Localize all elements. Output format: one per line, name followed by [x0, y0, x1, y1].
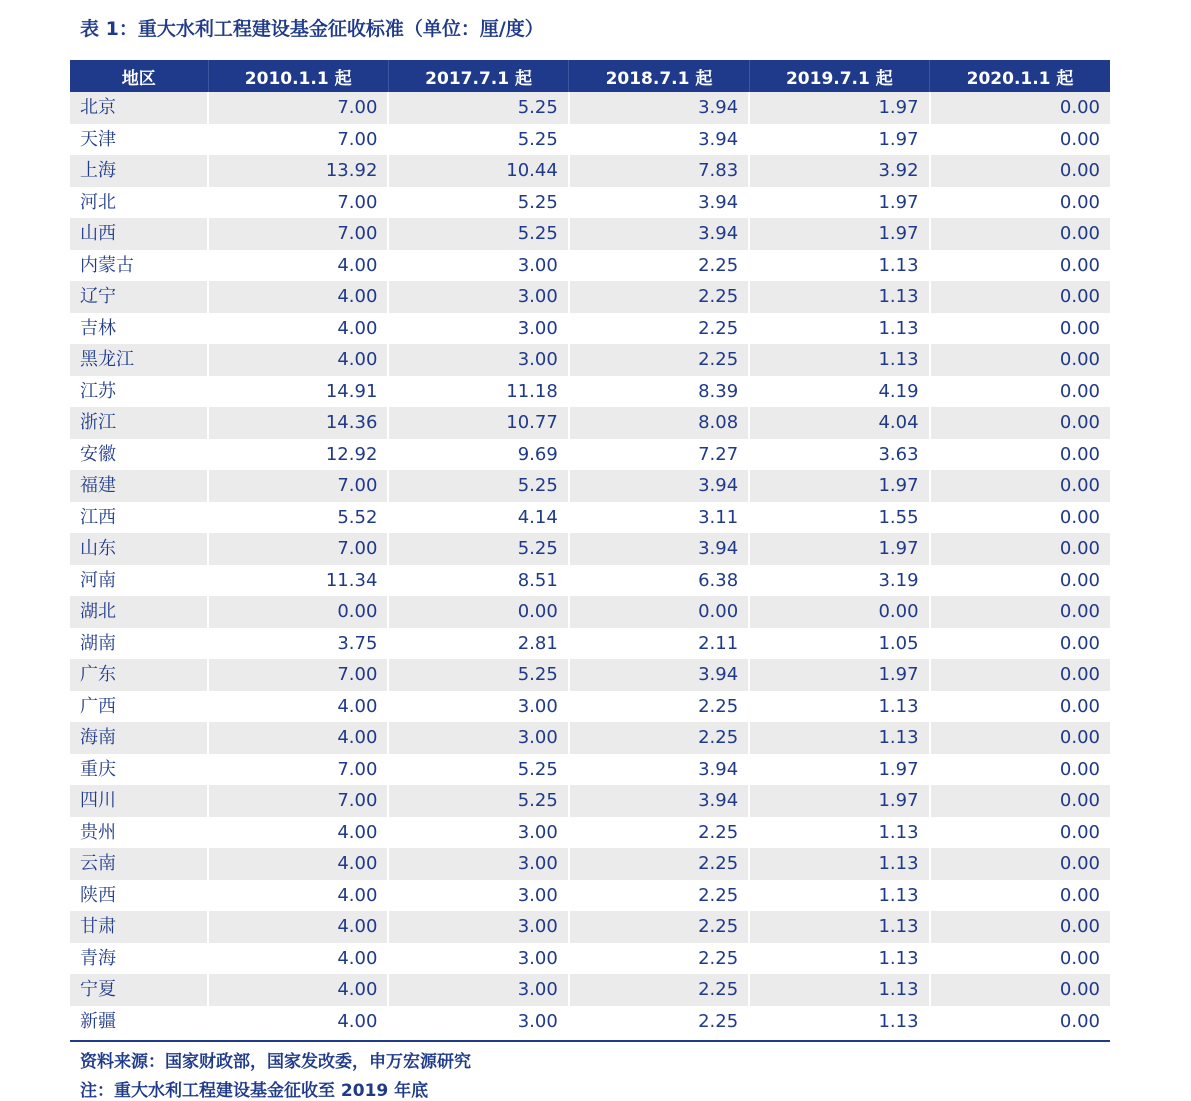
value-cell: 1.05 — [749, 628, 929, 660]
value-cell: 1.13 — [749, 250, 929, 282]
value-cell: 2.25 — [569, 974, 749, 1006]
value-cell: 5.25 — [388, 470, 568, 502]
region-cell: 甘肃 — [70, 911, 208, 943]
value-cell: 2.81 — [388, 628, 568, 660]
region-cell: 福建 — [70, 470, 208, 502]
value-cell: 7.83 — [569, 155, 749, 187]
table-row — [70, 124, 1110, 156]
value-cell: 2.25 — [569, 848, 749, 880]
value-cell: 2.25 — [569, 281, 749, 313]
value-cell: 3.19 — [749, 565, 929, 597]
value-cell: 0.00 — [930, 344, 1110, 376]
value-cell: 0.00 — [930, 533, 1110, 565]
value-cell: 7.00 — [208, 533, 388, 565]
source-note: 资料来源：国家财政部，国家发改委，申万宏源研究 — [80, 1052, 471, 1072]
value-cell: 3.94 — [569, 659, 749, 691]
column-header-2010: 2010.1.1 起 — [208, 60, 388, 92]
column-header-2020: 2020.1.1 起 — [930, 60, 1110, 92]
value-cell: 7.00 — [208, 187, 388, 219]
value-cell: 3.00 — [388, 880, 568, 912]
table-bottom-rule — [70, 1040, 1110, 1042]
value-cell: 3.00 — [388, 722, 568, 754]
region-cell: 江西 — [70, 502, 208, 534]
value-cell: 3.94 — [569, 533, 749, 565]
table-row — [70, 281, 1110, 313]
value-cell: 5.25 — [388, 785, 568, 817]
value-cell: 0.00 — [930, 470, 1110, 502]
value-cell: 5.25 — [388, 659, 568, 691]
value-cell: 0.00 — [930, 250, 1110, 282]
value-cell: 7.00 — [208, 754, 388, 786]
value-cell: 1.13 — [749, 691, 929, 723]
value-cell: 5.25 — [388, 218, 568, 250]
value-cell: 3.94 — [569, 187, 749, 219]
value-cell: 0.00 — [388, 596, 568, 628]
region-cell: 河南 — [70, 565, 208, 597]
table-row — [70, 596, 1110, 628]
value-cell: 5.25 — [388, 754, 568, 786]
value-cell: 4.00 — [208, 281, 388, 313]
value-cell: 1.97 — [749, 470, 929, 502]
value-cell: 8.39 — [569, 376, 749, 408]
value-cell: 7.00 — [208, 92, 388, 124]
table-row — [70, 974, 1110, 1006]
value-cell: 1.13 — [749, 281, 929, 313]
table-row — [70, 250, 1110, 282]
value-cell: 4.00 — [208, 722, 388, 754]
value-cell: 3.00 — [388, 1006, 568, 1038]
region-cell: 北京 — [70, 92, 208, 124]
value-cell: 0.00 — [930, 218, 1110, 250]
table-body — [70, 92, 1110, 1037]
value-cell: 1.97 — [749, 754, 929, 786]
value-cell: 0.00 — [930, 722, 1110, 754]
value-cell: 4.00 — [208, 250, 388, 282]
value-cell: 0.00 — [930, 376, 1110, 408]
value-cell: 2.25 — [569, 817, 749, 849]
value-cell: 3.94 — [569, 218, 749, 250]
value-cell: 11.18 — [388, 376, 568, 408]
fee-standard-table — [70, 60, 1110, 1037]
table-row — [70, 439, 1110, 471]
value-cell: 4.00 — [208, 880, 388, 912]
table-row — [70, 92, 1110, 124]
value-cell: 5.25 — [388, 533, 568, 565]
value-cell: 14.91 — [208, 376, 388, 408]
value-cell: 0.00 — [930, 785, 1110, 817]
value-cell: 0.00 — [930, 817, 1110, 849]
table-row — [70, 187, 1110, 219]
value-cell: 1.55 — [749, 502, 929, 534]
region-cell: 辽宁 — [70, 281, 208, 313]
value-cell: 4.19 — [749, 376, 929, 408]
value-cell: 8.08 — [569, 407, 749, 439]
table-row — [70, 376, 1110, 408]
value-cell: 0.00 — [930, 911, 1110, 943]
value-cell: 1.13 — [749, 911, 929, 943]
value-cell: 3.00 — [388, 943, 568, 975]
value-cell: 2.25 — [569, 722, 749, 754]
value-cell: 3.94 — [569, 470, 749, 502]
column-header-2019: 2019.7.1 起 — [749, 60, 929, 92]
value-cell: 0.00 — [569, 596, 749, 628]
value-cell: 4.14 — [388, 502, 568, 534]
region-cell: 宁夏 — [70, 974, 208, 1006]
value-cell: 7.27 — [569, 439, 749, 471]
table-row — [70, 754, 1110, 786]
table-row — [70, 470, 1110, 502]
value-cell: 2.25 — [569, 911, 749, 943]
region-cell: 山西 — [70, 218, 208, 250]
value-cell: 5.25 — [388, 124, 568, 156]
value-cell: 4.00 — [208, 1006, 388, 1038]
value-cell: 4.00 — [208, 911, 388, 943]
value-cell: 1.13 — [749, 344, 929, 376]
region-cell: 上海 — [70, 155, 208, 187]
table-row — [70, 218, 1110, 250]
region-cell: 青海 — [70, 943, 208, 975]
value-cell: 12.92 — [208, 439, 388, 471]
value-cell: 0.00 — [930, 565, 1110, 597]
value-cell: 0.00 — [930, 848, 1110, 880]
value-cell: 0.00 — [930, 880, 1110, 912]
value-cell: 7.00 — [208, 218, 388, 250]
value-cell: 1.13 — [749, 880, 929, 912]
region-cell: 四川 — [70, 785, 208, 817]
value-cell: 11.34 — [208, 565, 388, 597]
value-cell: 3.00 — [388, 313, 568, 345]
value-cell: 2.25 — [569, 344, 749, 376]
value-cell: 3.00 — [388, 250, 568, 282]
value-cell: 2.25 — [569, 691, 749, 723]
value-cell: 3.00 — [388, 344, 568, 376]
value-cell: 2.11 — [569, 628, 749, 660]
value-cell: 4.00 — [208, 848, 388, 880]
value-cell: 10.77 — [388, 407, 568, 439]
value-cell: 0.00 — [930, 691, 1110, 723]
region-cell: 云南 — [70, 848, 208, 880]
value-cell: 0.00 — [930, 124, 1110, 156]
region-cell: 河北 — [70, 187, 208, 219]
footnote: 注：重大水利工程建设基金征收至 2019 年底 — [80, 1081, 429, 1101]
value-cell: 4.00 — [208, 691, 388, 723]
value-cell: 4.04 — [749, 407, 929, 439]
value-cell: 13.92 — [208, 155, 388, 187]
value-cell: 0.00 — [208, 596, 388, 628]
table-row — [70, 533, 1110, 565]
table-header-row — [70, 60, 1110, 92]
column-header-2018: 2018.7.1 起 — [569, 60, 749, 92]
value-cell: 2.25 — [569, 1006, 749, 1038]
region-cell: 安徽 — [70, 439, 208, 471]
value-cell: 2.25 — [569, 943, 749, 975]
value-cell: 6.38 — [569, 565, 749, 597]
value-cell: 0.00 — [749, 596, 929, 628]
value-cell: 0.00 — [930, 943, 1110, 975]
value-cell: 0.00 — [930, 92, 1110, 124]
region-cell: 浙江 — [70, 407, 208, 439]
value-cell: 3.94 — [569, 124, 749, 156]
value-cell: 1.97 — [749, 533, 929, 565]
value-cell: 3.94 — [569, 785, 749, 817]
value-cell: 7.00 — [208, 470, 388, 502]
value-cell: 0.00 — [930, 313, 1110, 345]
value-cell: 3.00 — [388, 911, 568, 943]
value-cell: 7.00 — [208, 659, 388, 691]
region-cell: 江苏 — [70, 376, 208, 408]
region-cell: 新疆 — [70, 1006, 208, 1038]
region-cell: 湖北 — [70, 596, 208, 628]
value-cell: 1.13 — [749, 974, 929, 1006]
value-cell: 1.13 — [749, 313, 929, 345]
value-cell: 8.51 — [388, 565, 568, 597]
value-cell: 7.00 — [208, 124, 388, 156]
value-cell: 1.13 — [749, 1006, 929, 1038]
table-row — [70, 817, 1110, 849]
region-cell: 黑龙江 — [70, 344, 208, 376]
region-cell: 内蒙古 — [70, 250, 208, 282]
table-row — [70, 407, 1110, 439]
value-cell: 5.52 — [208, 502, 388, 534]
table-row — [70, 1006, 1110, 1038]
value-cell: 3.00 — [388, 848, 568, 880]
value-cell: 5.25 — [388, 92, 568, 124]
table-row — [70, 502, 1110, 534]
region-cell: 广东 — [70, 659, 208, 691]
value-cell: 4.00 — [208, 974, 388, 1006]
table-row — [70, 943, 1110, 975]
region-cell: 天津 — [70, 124, 208, 156]
value-cell: 0.00 — [930, 628, 1110, 660]
value-cell: 1.13 — [749, 848, 929, 880]
value-cell: 1.97 — [749, 218, 929, 250]
value-cell: 2.25 — [569, 250, 749, 282]
value-cell: 0.00 — [930, 596, 1110, 628]
value-cell: 9.69 — [388, 439, 568, 471]
table-row — [70, 313, 1110, 345]
table-row — [70, 722, 1110, 754]
value-cell: 4.00 — [208, 313, 388, 345]
table-title: 表 1：重大水利工程建设基金征收标准（单位：厘/度） — [80, 18, 544, 40]
value-cell: 1.97 — [749, 785, 929, 817]
value-cell: 0.00 — [930, 407, 1110, 439]
value-cell: 3.63 — [749, 439, 929, 471]
region-cell: 贵州 — [70, 817, 208, 849]
table-row — [70, 344, 1110, 376]
table-row — [70, 628, 1110, 660]
value-cell: 0.00 — [930, 659, 1110, 691]
value-cell: 4.00 — [208, 817, 388, 849]
region-cell: 海南 — [70, 722, 208, 754]
value-cell: 3.94 — [569, 754, 749, 786]
column-header-2017: 2017.7.1 起 — [388, 60, 568, 92]
value-cell: 0.00 — [930, 439, 1110, 471]
value-cell: 0.00 — [930, 155, 1110, 187]
region-cell: 湖南 — [70, 628, 208, 660]
table-row — [70, 565, 1110, 597]
table-row — [70, 848, 1110, 880]
value-cell: 0.00 — [930, 502, 1110, 534]
value-cell: 3.94 — [569, 92, 749, 124]
value-cell: 1.13 — [749, 943, 929, 975]
table-row — [70, 880, 1110, 912]
table-row — [70, 911, 1110, 943]
value-cell: 0.00 — [930, 281, 1110, 313]
value-cell: 10.44 — [388, 155, 568, 187]
value-cell: 3.75 — [208, 628, 388, 660]
region-cell: 吉林 — [70, 313, 208, 345]
table-row — [70, 691, 1110, 723]
region-cell: 广西 — [70, 691, 208, 723]
value-cell: 2.25 — [569, 880, 749, 912]
value-cell: 1.97 — [749, 659, 929, 691]
region-cell: 山东 — [70, 533, 208, 565]
value-cell: 3.11 — [569, 502, 749, 534]
value-cell: 5.25 — [388, 187, 568, 219]
table-row — [70, 659, 1110, 691]
value-cell: 0.00 — [930, 974, 1110, 1006]
value-cell: 1.97 — [749, 187, 929, 219]
value-cell: 1.97 — [749, 92, 929, 124]
value-cell: 0.00 — [930, 754, 1110, 786]
value-cell: 3.00 — [388, 281, 568, 313]
table-row — [70, 155, 1110, 187]
region-cell: 陕西 — [70, 880, 208, 912]
column-header-region: 地区 — [70, 60, 208, 92]
value-cell: 4.00 — [208, 943, 388, 975]
value-cell: 3.00 — [388, 974, 568, 1006]
value-cell: 0.00 — [930, 1006, 1110, 1038]
value-cell: 7.00 — [208, 785, 388, 817]
value-cell: 1.13 — [749, 722, 929, 754]
value-cell: 4.00 — [208, 344, 388, 376]
region-cell: 重庆 — [70, 754, 208, 786]
value-cell: 1.97 — [749, 124, 929, 156]
table-row — [70, 785, 1110, 817]
value-cell: 2.25 — [569, 313, 749, 345]
value-cell: 3.00 — [388, 817, 568, 849]
value-cell: 3.92 — [749, 155, 929, 187]
value-cell: 14.36 — [208, 407, 388, 439]
value-cell: 0.00 — [930, 187, 1110, 219]
value-cell: 3.00 — [388, 691, 568, 723]
value-cell: 1.13 — [749, 817, 929, 849]
